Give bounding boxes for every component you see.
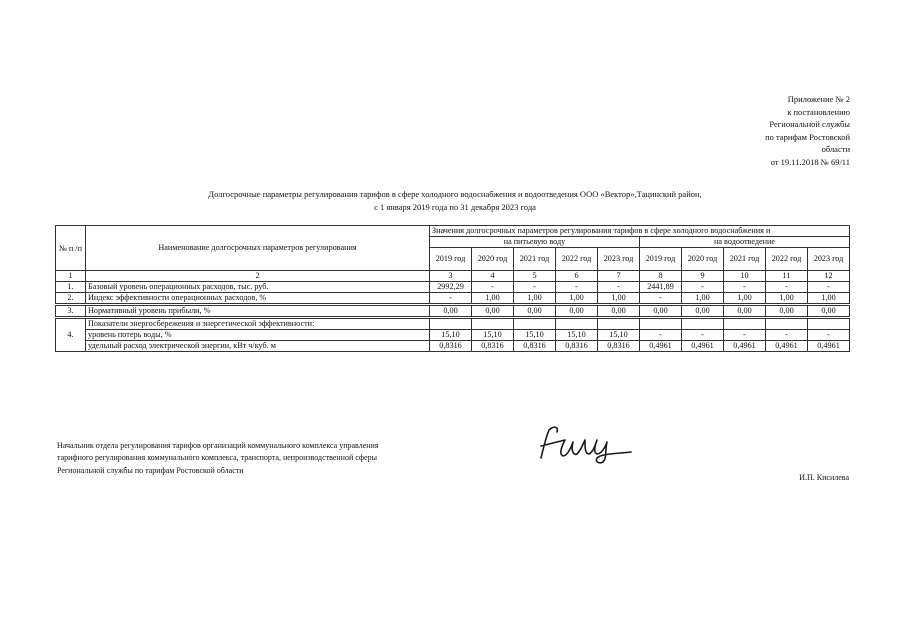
cell-value: 0,8316	[514, 341, 556, 352]
cell-value: 15,10	[514, 330, 556, 341]
column-number: 2	[86, 271, 430, 282]
year-header: 2019 год	[430, 248, 472, 271]
year-header: 2023 год	[598, 248, 640, 271]
row-number: 1.	[56, 282, 86, 293]
cell-value: -	[724, 282, 766, 293]
row-number: 3.	[56, 305, 86, 318]
title-line-1: Долгосрочные параметры регулирования тарифов в сфере холодного водоснабжения и водоотведения ООО «Вектор»,Тацинский район,	[208, 189, 702, 199]
appendix-line: области	[821, 144, 850, 155]
column-number: 6	[556, 271, 598, 282]
cell-value: 2992,29	[430, 282, 472, 293]
cell-value: 0,00	[808, 305, 850, 318]
appendix-line: Приложение № 2	[787, 94, 850, 104]
column-number: 1	[56, 271, 86, 282]
cell-empty	[724, 318, 766, 330]
cell-value: 0,8316	[556, 341, 598, 352]
table-row	[56, 282, 850, 293]
cell-empty	[556, 318, 598, 330]
table-row	[56, 305, 850, 318]
cell-value: 1,00	[514, 293, 556, 305]
cell-value: 15,10	[556, 330, 598, 341]
column-number: 4	[472, 271, 514, 282]
document-title	[60, 188, 850, 213]
cell-value: 1,00	[766, 293, 808, 305]
title-line-2: с 1 января 2019 года по 31 декабря 2023 года	[374, 201, 536, 212]
row-name: Базовый уровень операционных расходов, тыс. руб.	[86, 282, 430, 293]
column-number: 10	[724, 271, 766, 282]
cell-value: -	[682, 330, 724, 341]
year-header: 2022 год	[766, 248, 808, 271]
cell-value: -	[640, 293, 682, 305]
appendix-line: к постановлению	[787, 106, 850, 117]
cell-empty	[766, 318, 808, 330]
column-number: 11	[766, 271, 808, 282]
cell-value: 15,10	[430, 330, 472, 341]
appendix-line: Региональной службы	[769, 119, 850, 130]
cell-value: -	[724, 330, 766, 341]
cell-value: 0,00	[724, 305, 766, 318]
cell-value: -	[430, 293, 472, 305]
appendix-line: от 19.11.2018 № 69/11	[770, 156, 850, 167]
cell-value: 2441,89	[640, 282, 682, 293]
cell-value: 0,8316	[598, 341, 640, 352]
table-row	[56, 318, 850, 330]
cell-value: 0,4961	[808, 341, 850, 352]
row-number: 4.	[56, 318, 86, 352]
cell-empty	[472, 318, 514, 330]
parameters-table	[55, 225, 850, 352]
cell-value: -	[766, 330, 808, 341]
cell-value: 0,00	[598, 305, 640, 318]
cell-value: 15,10	[598, 330, 640, 341]
position-line: Региональной службы по тарифам Ростовской области	[57, 465, 244, 475]
cell-value: 0,8316	[472, 341, 514, 352]
cell-empty	[808, 318, 850, 330]
position-line: тарифного регулирования коммунального комплекса, транспорта, непроизводственной сферы	[57, 453, 377, 463]
cell-empty	[598, 318, 640, 330]
cell-value: 1,00	[472, 293, 514, 305]
cell-value: -	[682, 282, 724, 293]
col-num-header-text: № п /п	[59, 243, 82, 253]
cell-value: 1,00	[808, 293, 850, 305]
col-name-header: Наименование долгосрочных параметров регулирования	[86, 226, 430, 271]
column-number: 8	[640, 271, 682, 282]
cell-value: 0,00	[766, 305, 808, 318]
table-row	[56, 330, 850, 341]
cell-value: 15,10	[472, 330, 514, 341]
cell-value: 0,00	[430, 305, 472, 318]
year-header: 2021 год	[514, 248, 556, 271]
cell-value: 0,4961	[682, 341, 724, 352]
year-header: 2023 год	[808, 248, 850, 271]
cell-value: 1,00	[598, 293, 640, 305]
signatory-position	[57, 440, 379, 477]
column-number: 7	[598, 271, 640, 282]
group-sewer-header: на водоотведение	[640, 237, 850, 248]
year-header: 2021 год	[724, 248, 766, 271]
appendix-line: по тарифам Ростовской	[765, 131, 850, 142]
cell-empty	[430, 318, 472, 330]
table-row	[56, 341, 850, 352]
cell-value: 1,00	[682, 293, 724, 305]
column-number-row	[56, 271, 850, 282]
year-header: 2020 год	[472, 248, 514, 271]
cell-value: 1,00	[556, 293, 598, 305]
column-number: 9	[682, 271, 724, 282]
handwritten-signature	[535, 418, 645, 468]
cell-empty	[514, 318, 556, 330]
row-name: удельный расход электрической энергии, кВт ч/куб. м	[86, 341, 430, 352]
row-name: Нормативный уровень прибыли, %	[86, 305, 430, 318]
cell-value: 0,00	[682, 305, 724, 318]
year-header: 2020 год	[682, 248, 724, 271]
cell-value: 0,4961	[640, 341, 682, 352]
group-water-header: на питьевую воду	[430, 237, 640, 248]
cell-empty	[640, 318, 682, 330]
appendix-header	[650, 93, 850, 169]
cell-value: -	[808, 282, 850, 293]
column-number: 5	[514, 271, 556, 282]
cell-value: 0,00	[514, 305, 556, 318]
row-name: уровень потерь воды, %	[86, 330, 430, 341]
year-header: 2022 год	[556, 248, 598, 271]
cell-value: -	[766, 282, 808, 293]
cell-empty	[682, 318, 724, 330]
position-line: Начальник отдела регулирования тарифов организаций коммунального комплекса управления	[57, 441, 379, 450]
table-row	[56, 293, 850, 305]
row-name: Показатели энергосбережения и энергетической эффективности:	[86, 318, 430, 330]
cell-value: -	[598, 282, 640, 293]
cell-value: 1,00	[724, 293, 766, 305]
cell-value: -	[808, 330, 850, 341]
cell-value: 0,4961	[766, 341, 808, 352]
cell-value: 0,00	[472, 305, 514, 318]
cell-value: -	[472, 282, 514, 293]
cell-value: 0,00	[640, 305, 682, 318]
cell-value: -	[514, 282, 556, 293]
signer-name: И.П. Кисилева	[799, 473, 849, 482]
col-num-header	[56, 226, 86, 271]
values-header: Значения долгосрочных параметров регулирования тарифов в сфере холодного водоснабжения и	[430, 226, 850, 237]
header-row-1	[56, 226, 850, 237]
row-number: 2.	[56, 293, 86, 305]
year-header: 2019 год	[640, 248, 682, 271]
cell-value: 0,8316	[430, 341, 472, 352]
cell-value: 0,00	[556, 305, 598, 318]
cell-value: -	[556, 282, 598, 293]
cell-value: 0,4961	[724, 341, 766, 352]
cell-value: -	[640, 330, 682, 341]
column-number: 12	[808, 271, 850, 282]
row-name: Индекс эффективности операционных расходов, %	[86, 293, 430, 305]
column-number: 3	[430, 271, 472, 282]
